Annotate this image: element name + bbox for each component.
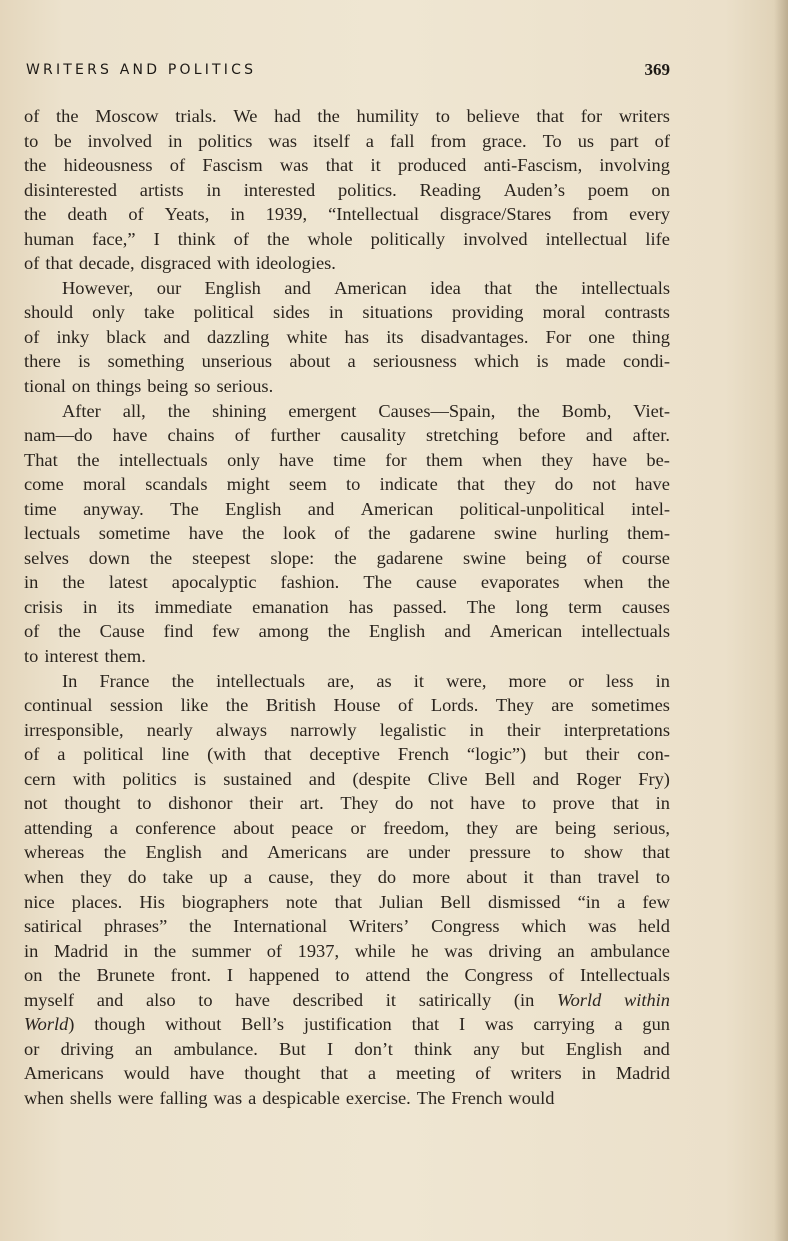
text-line: Americans would have thought that a meeting of writers in Madrid <box>24 1063 670 1084</box>
text-line: in Madrid in the summer of 1937, while he was driving an ambulance <box>24 940 670 961</box>
text-line: selves down the steepest slope: the gadarene swine being of course <box>24 547 670 568</box>
text-line: myself and also to have described it satirically (in World within <box>24 989 670 1010</box>
text-line: the death of Yeats, in 1939, “Intellectual disgrace/Stares from every <box>24 204 670 225</box>
text-line: of a political line (with that deceptive French “logic”) but their con- <box>24 744 670 765</box>
text-line: on the Brunete front. I happened to attend the Congress of Intellectuals <box>24 965 670 986</box>
body-text <box>24 104 670 1110</box>
text-line: irresponsible, nearly always narrowly legalistic in their interpretations <box>24 719 670 740</box>
text-line: when shells were falling was a despicable exercise. The French would <box>24 1087 555 1108</box>
text-line: should only take political sides in situations providing moral contrasts <box>24 302 670 323</box>
text-line: or driving an ambulance. But I don’t think any but English and <box>24 1038 670 1059</box>
text-line: of the Moscow trials. We had the humility to believe that for writers <box>24 106 670 126</box>
text-line: in the latest apocalyptic fashion. The cause evaporates when the <box>24 572 670 593</box>
page-header <box>26 60 670 84</box>
text-line: cern with politics is sustained and (despite Clive Bell and Roger Fry) <box>24 768 670 789</box>
text-line: tional on things being so serious. <box>24 376 274 397</box>
text-line: However, our English and American idea that the intellectuals <box>62 277 670 298</box>
text-line: not thought to dishonor their art. They do not have to prove that in <box>24 793 670 814</box>
text-line: World) though without Bell’s justification that I was carrying a gun <box>24 1014 670 1035</box>
text-line: to interest them. <box>24 646 146 667</box>
text-line: of inky black and dazzling white has its disadvantages. For one thing <box>24 326 670 347</box>
text-line: of the Cause find few among the English and American intellectuals <box>24 621 670 642</box>
page-edge-shadow <box>774 0 788 1241</box>
text-line: time anyway. The English and American political-unpolitical intel- <box>24 498 670 519</box>
text-line: come moral scandals might seem to indicate that they do not have <box>24 474 670 495</box>
text-line: the hideousness of Fascism was that it produced anti-Fascism, involving <box>24 155 670 176</box>
text-line: crisis in its immediate emanation has passed. The long term causes <box>24 596 670 617</box>
text-line: attending a conference about peace or freedom, they are being serious, <box>24 817 670 838</box>
text-line: lectuals sometime have the look of the gadarene swine hurling them- <box>24 523 670 544</box>
text-line: After all, the shining emergent Causes—Spain, the Bomb, Viet- <box>62 400 670 421</box>
text-line: of that decade, disgraced with ideologies. <box>24 253 336 274</box>
text-line: nice places. His biographers note that Julian Bell dismissed “in a few <box>24 891 670 912</box>
text-line: when they do take up a cause, they do more about it than travel to <box>24 866 670 887</box>
text-line: there is something unserious about a seriousness which is made condi- <box>24 351 670 372</box>
text-line: disinterested artists in interested politics. Reading Auden’s poem on <box>24 179 670 200</box>
text-line: human face,” I think of the whole politically involved intellectual life <box>24 228 670 249</box>
text-line: continual session like the British House of Lords. They are sometimes <box>24 695 670 716</box>
text-line: In France the intellectuals are, as it were, more or less in <box>62 670 670 691</box>
text-line: nam—do have chains of further causality stretching before and after. <box>24 425 670 446</box>
page-number: 369 <box>644 60 670 79</box>
text-line: whereas the English and Americans are under pressure to show that <box>24 842 670 863</box>
text-line: That the intellectuals only have time for them when they have be- <box>24 449 670 470</box>
text-line: satirical phrases” the International Writers’ Congress which was held <box>24 916 670 937</box>
running-head: WRITERS AND POLITICS <box>26 62 257 78</box>
text-line: to be involved in politics was itself a fall from grace. To us part of <box>24 130 670 151</box>
